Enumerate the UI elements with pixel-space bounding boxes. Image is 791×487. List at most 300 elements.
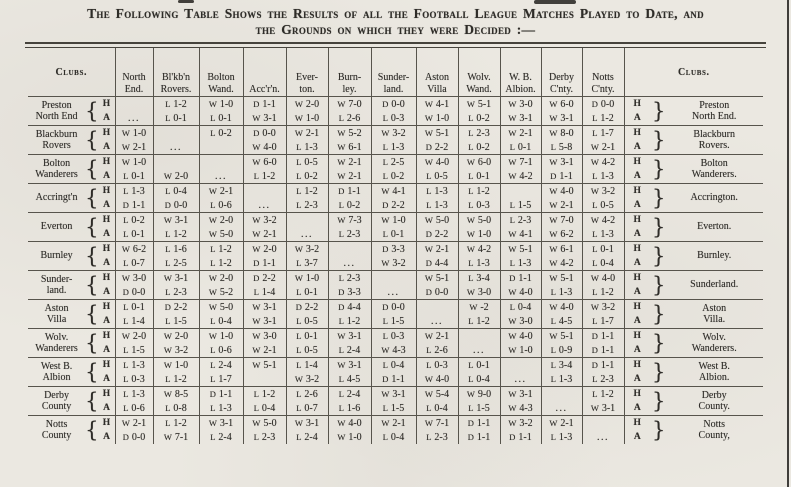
- home-away-labels: [630, 126, 644, 154]
- result-letter: W: [508, 98, 517, 109]
- result-score: 1-2: [259, 388, 276, 400]
- result-score: 1-7: [597, 127, 614, 139]
- result-letter: W: [337, 431, 346, 442]
- left-brace: {: [85, 418, 99, 442]
- result-score: 1-2: [473, 185, 490, 197]
- result-letter: W: [549, 214, 558, 225]
- result-letter: W: [252, 315, 261, 326]
- result-cell: [328, 314, 371, 329]
- result-letter: W: [252, 344, 261, 355]
- result-letter: D: [382, 243, 389, 254]
- result-score: 3-2: [599, 301, 616, 313]
- result-cell: [115, 111, 153, 126]
- result-letter: L: [550, 431, 557, 442]
- result-score: 1-1: [598, 330, 615, 342]
- club-name-right: [666, 361, 762, 384]
- result-score: 4-2: [516, 170, 533, 182]
- result-score: 3-1: [345, 359, 362, 371]
- result-letter: L: [253, 286, 260, 297]
- result-cell: [458, 401, 500, 416]
- result-cell: [286, 430, 328, 444]
- result-letter: W: [508, 344, 517, 355]
- club-cell-left: [28, 242, 115, 271]
- result-letter: L: [165, 315, 171, 326]
- result-letter: W: [252, 214, 261, 225]
- home-away-cell-right: [624, 184, 650, 213]
- result-letter: L: [468, 402, 474, 413]
- result-letter: W: [424, 112, 434, 123]
- result-letter: L: [165, 243, 171, 254]
- result-letter: L: [382, 170, 389, 181]
- result-score: 1-2: [344, 315, 361, 327]
- result-cell: [582, 184, 624, 199]
- result-cell: [541, 300, 582, 315]
- result-score: 1-0: [217, 330, 234, 342]
- result-cell: [286, 227, 328, 242]
- right-brace: }: [652, 302, 666, 326]
- result-score: 9-0: [475, 388, 492, 400]
- result-score: 1-6: [170, 243, 187, 255]
- result-cell: [458, 256, 500, 271]
- result-cell: [199, 271, 243, 286]
- result-letter: L: [253, 170, 260, 181]
- club-name-line: Villa: [46, 314, 67, 325]
- result-letter: L: [592, 243, 598, 254]
- result-cell: [541, 271, 582, 286]
- result-letter: D: [338, 185, 345, 196]
- club-name-left: [29, 303, 84, 326]
- home-label: H: [633, 99, 641, 109]
- club-cell-left: [28, 184, 115, 213]
- result-letter: D: [591, 98, 599, 109]
- result-cell: [328, 126, 371, 141]
- result-cell: [582, 329, 624, 344]
- result-letter: W: [424, 214, 434, 225]
- away-label: A: [633, 142, 641, 152]
- result-cell: [416, 227, 458, 242]
- club-name-line: North End: [35, 111, 78, 122]
- club-name-line: Preston: [41, 99, 72, 111]
- result-score: 5-2: [217, 286, 234, 298]
- result-cell: [371, 227, 416, 242]
- club-name-right: [666, 303, 762, 326]
- club-right-flex: [651, 302, 762, 326]
- club-right-flex: [651, 128, 762, 152]
- result-score: 0-2: [301, 170, 318, 182]
- result-letter: L: [210, 373, 216, 384]
- column-header-line: Aston: [425, 72, 449, 83]
- result-letter: L: [550, 141, 557, 152]
- result-letter: W: [337, 170, 346, 181]
- result-letter: L: [382, 402, 389, 413]
- result-cell: [416, 300, 458, 315]
- self-marker: ...: [597, 431, 609, 443]
- result-cell: [582, 387, 624, 402]
- result-score: 4-1: [516, 228, 533, 240]
- result-letter: L: [123, 373, 129, 384]
- result-score: 0-4: [388, 359, 405, 371]
- result-score: 1-0: [516, 344, 533, 356]
- result-score: 1-5: [128, 344, 145, 356]
- home-away-cell-right: [624, 329, 650, 358]
- club-name-line: Derby: [701, 389, 727, 401]
- result-score: 2-3: [597, 373, 614, 385]
- result-score: 2-0: [172, 330, 189, 342]
- result-cell: [199, 300, 243, 315]
- result-letter: L: [592, 228, 598, 239]
- club-name-left: [29, 192, 84, 204]
- result-cell: [500, 169, 541, 184]
- result-cell: [328, 198, 371, 213]
- result-letter: W: [424, 330, 434, 341]
- result-letter: L: [296, 156, 302, 167]
- result-cell: [541, 198, 582, 213]
- left-brace: {: [85, 244, 99, 268]
- result-letter: L: [165, 98, 171, 109]
- result-letter: L: [123, 185, 129, 196]
- result-cell: [582, 126, 624, 141]
- column-header-line: Wand.: [208, 84, 234, 95]
- result-letter: L: [123, 301, 129, 312]
- club-name-left: [29, 129, 84, 152]
- result-score: 0-1: [128, 228, 145, 240]
- home-away-cell-right: [624, 271, 650, 300]
- result-score: 2-3: [515, 214, 532, 226]
- result-score: 5-0: [217, 228, 234, 240]
- result-cell: [541, 314, 582, 329]
- result-score: 3-2: [389, 127, 406, 139]
- away-label: A: [103, 258, 110, 268]
- result-cell: [286, 140, 328, 155]
- result-cell: [115, 198, 153, 213]
- result-score: 5-2: [345, 127, 362, 139]
- result-cell: [416, 430, 458, 444]
- club-right-flex: [651, 273, 762, 297]
- result-cell: [328, 358, 371, 373]
- result-cell: [153, 300, 199, 315]
- result-cell: [286, 111, 328, 126]
- result-letter: W: [466, 214, 476, 225]
- result-cell: [199, 401, 243, 416]
- right-brace: }: [652, 389, 666, 413]
- corner-header-left: Clubs.: [28, 48, 115, 97]
- result-score: 1-2: [597, 388, 614, 400]
- column-header-line: End.: [124, 84, 144, 95]
- result-letter: W: [121, 417, 131, 428]
- result-cell: [416, 256, 458, 271]
- result-letter: L: [165, 373, 171, 384]
- club-cell-right: [650, 155, 763, 184]
- result-score: 2-1: [599, 141, 616, 153]
- result-letter: L: [296, 402, 302, 413]
- club-name-left: [29, 332, 84, 355]
- result-letter: L: [468, 185, 474, 196]
- club-name-line: Bolton: [700, 157, 728, 169]
- result-cell: [458, 430, 500, 444]
- result-cell: [500, 97, 541, 112]
- result-cell: [416, 126, 458, 141]
- results-table: [28, 48, 763, 444]
- result-score: 2-0: [130, 330, 147, 342]
- result-letter: L: [509, 301, 516, 312]
- column-header-line: Villa: [427, 84, 447, 95]
- result-letter: L: [296, 344, 302, 355]
- result-letter: D: [591, 344, 599, 355]
- club-right-flex: [651, 244, 762, 268]
- self-marker: ...: [555, 402, 568, 414]
- result-letter: L: [123, 257, 129, 268]
- away-label: A: [633, 229, 641, 239]
- self-marker: ...: [301, 228, 313, 240]
- result-score: 5-1: [557, 272, 574, 284]
- result-letter: W: [252, 417, 261, 428]
- result-cell: [286, 387, 328, 402]
- club-right-flex: [651, 157, 762, 181]
- result-cell: [582, 227, 624, 242]
- club-cell-left: [28, 387, 115, 416]
- result-score: 1-3: [556, 431, 573, 443]
- result-score: 0-3: [388, 330, 405, 342]
- result-cell: [115, 416, 153, 431]
- result-cell: [243, 140, 286, 155]
- result-cell: [458, 97, 500, 112]
- result-cell: [286, 358, 328, 373]
- result-score: 2-0: [217, 214, 234, 226]
- result-cell: [458, 198, 500, 213]
- result-letter: L: [296, 315, 302, 326]
- column-header: [199, 48, 243, 97]
- club-cell-left: [28, 358, 115, 387]
- result-letter: W: [508, 388, 517, 399]
- result-score: 0-4: [259, 402, 276, 414]
- result-letter: L: [509, 199, 516, 210]
- result-cell: [243, 416, 286, 431]
- result-letter: D: [467, 431, 475, 442]
- result-cell: [286, 155, 328, 170]
- ink-smudge: [534, 0, 576, 4]
- result-cell: [153, 140, 199, 155]
- result-letter: W: [508, 170, 517, 181]
- home-away-labels: [100, 97, 114, 125]
- result-letter: W: [466, 286, 476, 297]
- result-cell: [416, 111, 458, 126]
- column-divider-rule: [787, 0, 789, 487]
- result-score: 6-0: [475, 156, 492, 168]
- right-brace: }: [652, 128, 666, 152]
- club-name-line: Albion.: [699, 372, 730, 383]
- result-cell: [541, 213, 582, 228]
- result-letter: W: [549, 330, 558, 341]
- result-score: 2-2: [259, 272, 276, 284]
- result-letter: L: [382, 141, 389, 152]
- result-cell: [582, 140, 624, 155]
- result-score: 0-3: [473, 199, 490, 211]
- result-score: 1-5: [515, 199, 532, 211]
- result-letter: L: [296, 359, 302, 370]
- club-name-line: Everton.: [697, 221, 732, 233]
- result-letter: L: [338, 228, 345, 239]
- result-letter: W: [294, 98, 304, 109]
- club-name-right: [666, 279, 762, 291]
- result-cell: [458, 111, 500, 126]
- result-cell: [582, 198, 624, 213]
- result-cell: [582, 358, 624, 373]
- home-away-labels: [100, 155, 114, 183]
- caption-line-1: The Following Table Shows the Results of all the Football League Matches Played to Date, and: [87, 6, 704, 21]
- result-score: 4-5: [344, 373, 361, 385]
- result-score: 1-2: [170, 417, 187, 429]
- result-cell: [458, 213, 500, 228]
- result-cell: [243, 285, 286, 300]
- result-letter: W: [508, 243, 517, 254]
- club-name-right: [666, 129, 762, 152]
- result-score: 3-1: [345, 330, 362, 342]
- result-score: 1-0: [389, 214, 406, 226]
- result-score: 1-3: [431, 185, 448, 197]
- self-marker: ...: [514, 373, 527, 385]
- result-score: 2-4: [215, 431, 232, 443]
- result-score: 3-1: [516, 388, 533, 400]
- result-cell: [500, 111, 541, 126]
- club-name-line: Notts: [703, 418, 726, 430]
- result-cell: [115, 300, 153, 315]
- result-score: 4-0: [557, 301, 574, 313]
- result-cell: [371, 126, 416, 141]
- result-letter: W: [508, 112, 517, 123]
- result-cell: [115, 358, 153, 373]
- right-brace: }: [652, 186, 666, 210]
- home-away-labels: [630, 184, 644, 212]
- result-letter: D: [509, 431, 516, 442]
- result-letter: W: [163, 214, 173, 225]
- left-brace: {: [85, 389, 99, 413]
- result-score: 2-1: [260, 228, 277, 240]
- away-label: A: [103, 142, 110, 152]
- result-score: 0-4: [473, 373, 490, 385]
- result-score: 8-0: [557, 127, 574, 139]
- result-letter: L: [123, 315, 129, 326]
- result-score: 1-0: [345, 431, 362, 443]
- result-score: 6-2: [557, 228, 574, 240]
- result-cell: [243, 430, 286, 444]
- result-score: 2-0: [303, 98, 320, 110]
- result-score: 4-0: [433, 373, 450, 385]
- club-name-left: [29, 361, 84, 384]
- result-cell: [582, 300, 624, 315]
- result-score: 4-0: [433, 156, 450, 168]
- result-letter: L: [592, 388, 598, 399]
- result-cell: [500, 242, 541, 257]
- result-cell: [541, 169, 582, 184]
- result-cell: [243, 97, 286, 112]
- result-cell: [243, 169, 286, 184]
- result-letter: L: [509, 141, 516, 152]
- result-cell: [416, 343, 458, 358]
- result-score: 1-2: [215, 243, 232, 255]
- column-header: [582, 48, 624, 97]
- result-letter: L: [426, 185, 432, 196]
- club-name-line: Rovers: [42, 140, 71, 151]
- result-letter: L: [426, 431, 432, 442]
- club-left-flex: [29, 300, 114, 328]
- result-score: 5-1: [260, 359, 277, 371]
- result-letter: W: [337, 156, 346, 167]
- result-cell: [371, 314, 416, 329]
- result-cell: [153, 329, 199, 344]
- result-cell: [500, 401, 541, 416]
- right-brace: }: [652, 244, 666, 268]
- result-letter: L: [165, 185, 171, 196]
- home-label: H: [633, 128, 641, 138]
- result-score: 0-2: [473, 112, 490, 124]
- result-letter: L: [426, 402, 432, 413]
- result-cell: [416, 401, 458, 416]
- result-cell: [371, 184, 416, 199]
- club-name-line: County: [41, 430, 72, 441]
- result-score: 1-7: [597, 315, 614, 327]
- result-letter: D: [550, 170, 557, 181]
- result-letter: W: [424, 156, 434, 167]
- result-letter: W: [549, 257, 558, 268]
- away-label: A: [103, 345, 110, 355]
- result-score: 2-1: [345, 170, 362, 182]
- result-cell: [416, 242, 458, 257]
- home-away-labels: [100, 387, 114, 415]
- result-letter: W: [294, 127, 304, 138]
- column-header: [286, 48, 328, 97]
- club-left-flex: [29, 184, 114, 212]
- result-cell: [153, 372, 199, 387]
- result-letter: W: [252, 359, 261, 370]
- home-label: H: [633, 418, 641, 428]
- column-header: [243, 48, 286, 97]
- result-cell: [328, 329, 371, 344]
- column-header-line: C'nty.: [549, 84, 574, 95]
- club-cell-left: [28, 213, 115, 242]
- result-letter: W: [121, 272, 131, 283]
- result-letter: L: [592, 373, 598, 384]
- result-cell: [153, 184, 199, 199]
- result-score: 7-1: [433, 417, 450, 429]
- result-cell: [500, 213, 541, 228]
- club-name-line: Wanderers.: [691, 169, 737, 180]
- result-cell: [541, 401, 582, 416]
- result-cell: [153, 126, 199, 141]
- result-letter: L: [592, 286, 598, 297]
- result-score: 4-2: [599, 156, 616, 168]
- result-cell: [286, 285, 328, 300]
- result-score: 1-4: [301, 359, 318, 371]
- result-letter: W: [508, 156, 517, 167]
- result-letter: L: [123, 359, 129, 370]
- result-score: 2-0: [172, 170, 189, 182]
- result-score: 1-2: [170, 373, 187, 385]
- result-letter: W: [508, 127, 517, 138]
- result-score: 2-4: [301, 431, 318, 443]
- club-name-left: [29, 390, 84, 413]
- corner-header-right: Clubs.: [624, 48, 763, 97]
- home-label: H: [633, 186, 641, 196]
- club-left-flex: [29, 97, 114, 125]
- result-letter: L: [210, 243, 216, 254]
- result-score: 5-0: [433, 214, 450, 226]
- result-cell: [371, 387, 416, 402]
- result-letter: W: [294, 272, 304, 283]
- result-score: 4-0: [345, 417, 362, 429]
- result-letter: L: [338, 344, 345, 355]
- result-cell: [199, 416, 243, 431]
- result-cell: [115, 343, 153, 358]
